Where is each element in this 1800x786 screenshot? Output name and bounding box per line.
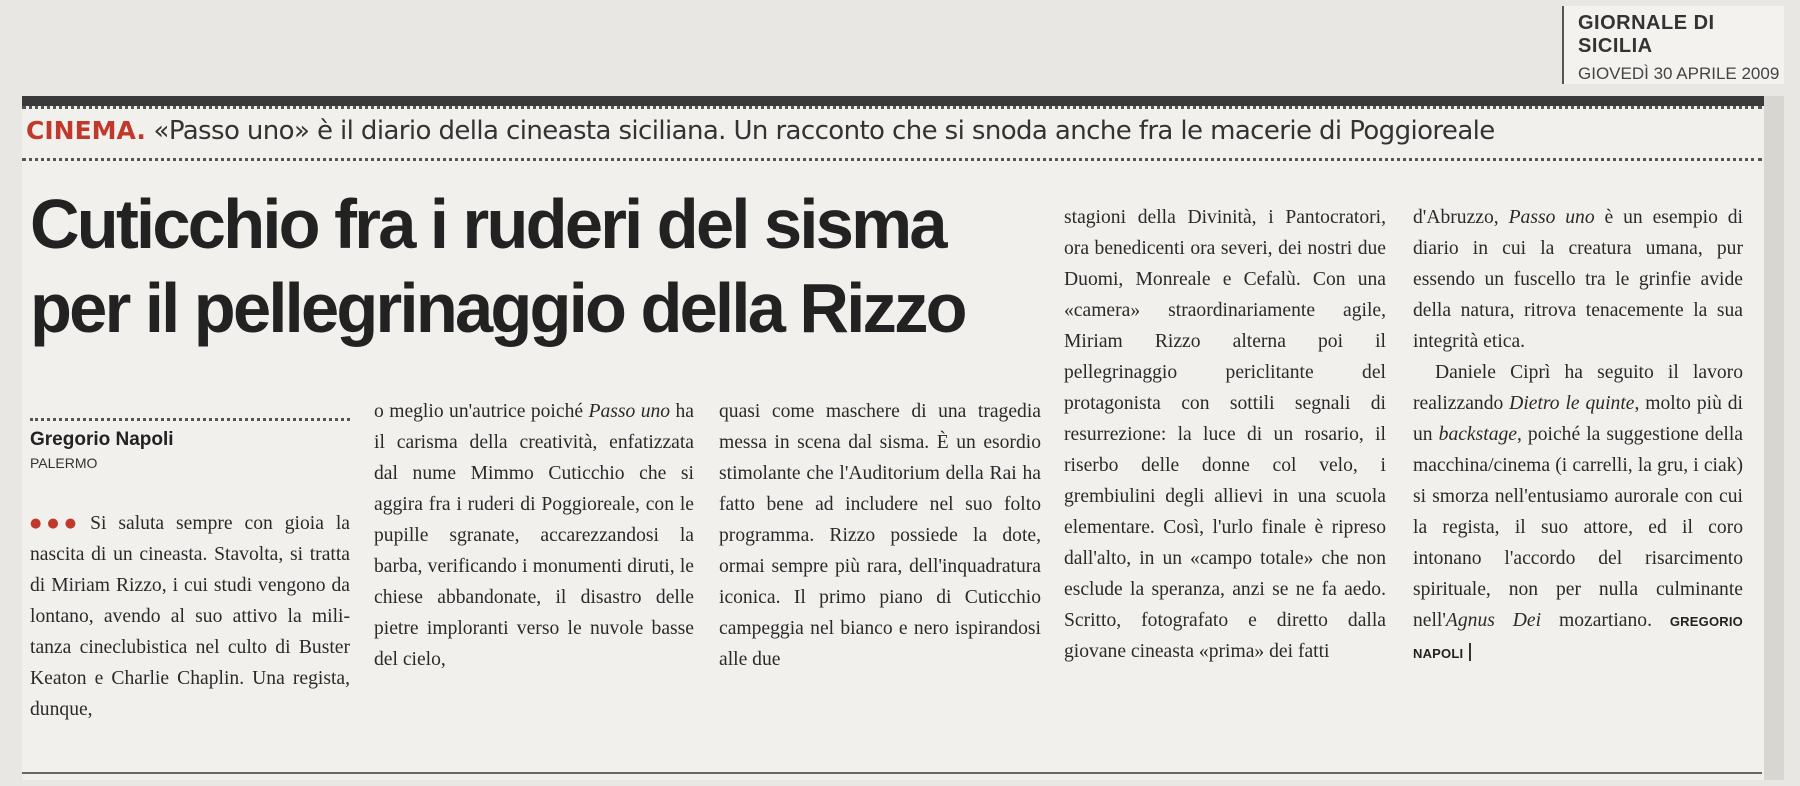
kicker-text: «Passo uno» è il diario della cineasta siciliana. Un racconto che si snoda anche fra le macerie di Poggioreale xyxy=(145,116,1495,146)
article-column-2: o meglio un'autrice poiché Passo uno ha il carisma della creatività, enfatizzata dal nume Mimmo Cuticchio che si aggira fra i ruderi di Poggioreale, con le pupille sgranate, accarezzandosi la barba, verificando i monumenti diruti, le chiese abbandonate, il disastro delle pietre imploranti verso le nuvole basse del cielo, xyxy=(374,401,694,670)
publication-date: GIOVEDÌ 30 APRILE 2009 xyxy=(1578,64,1780,83)
lead-bullets: ●●● xyxy=(30,516,83,531)
author-name: Gregorio Napoli xyxy=(30,429,174,450)
page-edge xyxy=(1764,96,1784,780)
section-label: CINEMA. xyxy=(26,116,146,145)
dateline-place: PALERMO xyxy=(30,455,98,471)
article-column-4: stagioni della Divinità, i Pantocratori, ora benedicenti ora severi, dei nostri due Duomi, Monreale e Cefalù. Con una «camera» straordinariamente agile, Miriam Rizzo alterna poi il pellegrinaggio periclitante del protagonista con sottili segnali di resurrezione: la luce di un rosario, il riserbo delle donne col velo, i grembiulini degli allievi in una scuola elementare. Così, l'urlo finale è ripreso dall'alto, in un «campo totale» che non esclude la speranza, anzi se ne fa aedo. Scritto, fotografato e diretto dalla giovane cineasta «prima» dei fatti xyxy=(1064,207,1386,662)
bottom-rule xyxy=(22,772,1762,774)
newspaper-name: GIORNALE DI SICILIA xyxy=(1578,12,1715,57)
newspaper-clipping xyxy=(22,96,1784,780)
byline xyxy=(30,418,358,471)
author-signature: GREGORIO NAPOLI xyxy=(1413,614,1743,661)
dotted-rule-kicker xyxy=(22,158,1762,161)
dotted-rule-byline xyxy=(30,418,350,421)
article-column-5: d'Abruzzo, Passo uno è un esempio di diario in cui la creatura umana, pur essendo un fuscello tra le grinfie avide della natura, ritrova tenacemente la sua integrità etica. Daniele Ciprì ha seguito il lavoro realizzando Dietro le quinte, molto più di un backstage, poiché la suggestione della macchina/cinema (i carrelli, la gru, i ciak) si smorza nell'entusiamo aurorale con cui la regista, il suo attore, ed il coro intonano l'accordo del risarcimento spirituale, non per nulla culminante nell'Agnus Dei mozartiano. GREGORIO NAPOLI xyxy=(1413,202,1743,669)
dotted-rule-top xyxy=(22,106,1762,109)
article-column-3: quasi come maschere di una tragedia messa in scena dal sisma. È un esordio stimolante che l'Auditorium della Rai ha fatto bene ad includere nel suo folto programma. Rizzo possiede la dote, ormai sempre più rara, dell'inquadratura iconica. Il primo piano di Cuticchio campeggia nel bianco e nero ispirandosi alle due xyxy=(719,401,1041,670)
end-mark xyxy=(1469,643,1471,661)
kicker xyxy=(26,116,1495,146)
article-column-1: ●●● Si saluta sempre con gioia la nascita di un cineasta. Stavolta, si tratta di Miriam Rizzo, i cui studi vengono da lontano, avendo al suo attivo la militanza cineclubistica nel culto di Buster Keaton e Charlie Chaplin. Una regista, dunque, xyxy=(30,513,350,720)
masthead xyxy=(1562,6,1784,84)
headline: Cuticchio fra i ruderi del sisma per il pellegrinaggio della Rizzo xyxy=(30,185,965,347)
top-rule xyxy=(22,96,1784,106)
paragraph-2: Daniele Ciprì ha seguito il lavoro realizzando Dietro le quinte, molto più di un backstage, poiché la suggestione della macchina/cinema (i carrelli, la gru, i ciak) si smorza nell'entusiamo aurorale con cui la regista, il suo attore, ed il coro intonano l'accordo del risarcimento spirituale, non per nulla culminante nell'Agnus Dei mozartiano. GREGORIO NAPOLI xyxy=(1413,362,1743,661)
